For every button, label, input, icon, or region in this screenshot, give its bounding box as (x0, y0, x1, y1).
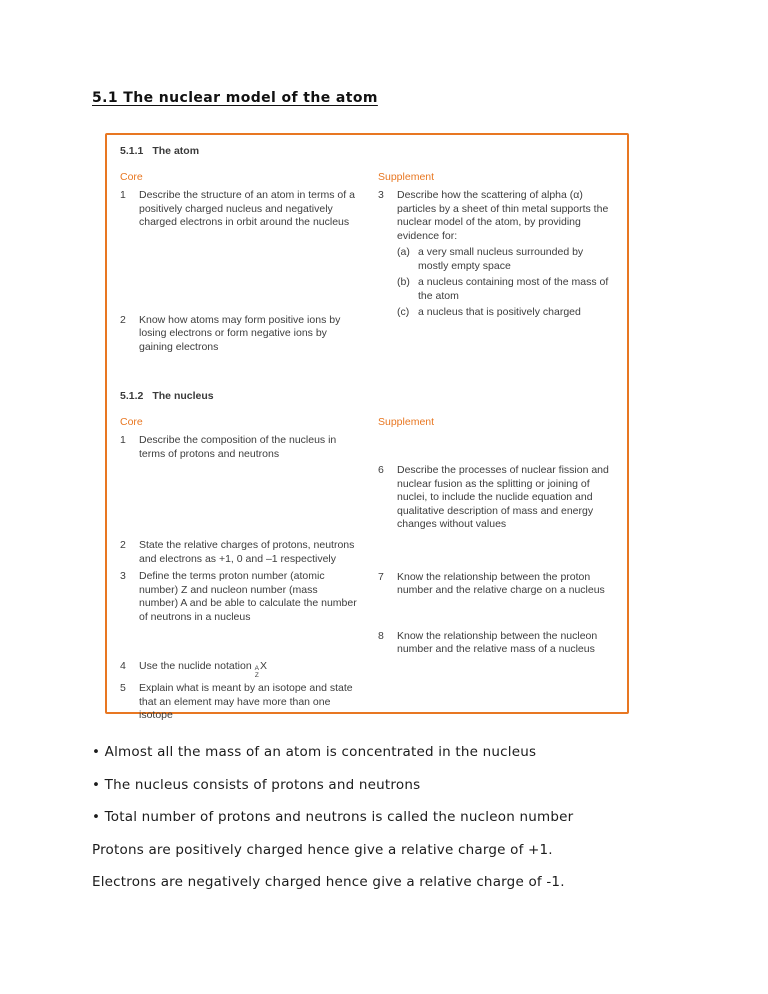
section-heading (120, 390, 616, 404)
item-text: Know the relationship between the nucleon number and the relative mass of a nucleus (397, 629, 598, 655)
item-number: 8 (378, 629, 384, 642)
list-item (118, 570, 358, 624)
core-label: Core (120, 415, 143, 428)
section-the-nucleus (118, 390, 616, 723)
handwritten-notes (92, 744, 573, 907)
item-text-main: Describe how the scattering of alpha (α) particles by a sheet of thin metal supports the nuclear model of the atom, by providing evidence for: (397, 189, 609, 242)
list-item (118, 539, 358, 566)
item-text: Define the terms proton number (atomic number) Z and nucleon number (mass number) A and be able to calculate the number of neutrons in a nucleus (139, 570, 357, 623)
syllabus-box (105, 133, 629, 721)
sub-item-label: (a) (397, 246, 410, 258)
sub-item-text: a very small nucleus surrounded by mostly empty space (418, 246, 584, 272)
item-number: 5 (120, 682, 126, 694)
item-number: 3 (120, 570, 126, 582)
notes-line: Electrons are negatively charged hence give a relative charge of -1. (92, 874, 565, 890)
item-number: 7 (378, 570, 384, 583)
item-text: Describe the composition of the nucleus in terms of protons and neutrons (139, 434, 337, 460)
section-title: The atom (152, 145, 200, 157)
list-item (118, 189, 358, 230)
core-column (118, 416, 358, 723)
item-number: 3 (378, 189, 384, 201)
notes-line: Protons are positively charged hence give a relative charge of +1. (92, 841, 553, 858)
item-text: Describe the structure of an atom in terms of a positively charged nucleus and negatively charged electrons in orbit around the nucleus (139, 189, 355, 228)
item-number: 1 (120, 434, 126, 446)
sub-item (397, 276, 616, 303)
item-number: 6 (378, 464, 384, 476)
item-text: Know how atoms may form positive ions by losing electrons or form negative ions by gaining electrons (139, 313, 341, 353)
nuclide-superscript-subscript (255, 666, 259, 679)
section-the-atom (118, 145, 616, 354)
item-text: State the relative charges of protons, neutrons and electrons as +1, 0 and –1 respectively (139, 539, 355, 565)
nuclide-notation (252, 660, 268, 679)
supplement-column (376, 171, 616, 355)
sub-item-text: a nucleus containing most of the mass of the atom (418, 276, 609, 302)
item-text (139, 660, 358, 679)
nuclide-mass-number: A (254, 665, 260, 672)
item-number: 2 (120, 313, 126, 326)
item-text-main: Use the nuclide notation (139, 660, 252, 672)
item-text: Explain what is meant by an isotope and state that an element may have more than one isotope (139, 682, 353, 721)
list-item (118, 314, 358, 355)
section-columns (118, 171, 616, 355)
core-label: Core (120, 170, 143, 183)
nuclide-proton-number: Z (254, 671, 259, 679)
supplement-column (376, 416, 616, 723)
item-number: 4 (120, 660, 126, 672)
nuclide-symbol: X (260, 660, 268, 672)
sub-item-text: a nucleus that is positively charged (418, 306, 581, 318)
item-text (397, 189, 616, 320)
section-number: 5.1.1 (120, 145, 144, 157)
notes-line: • Total number of protons and neutrons is called the nucleon number (92, 809, 574, 825)
supplement-label: Supplement (378, 170, 435, 183)
sub-item (397, 246, 616, 273)
page-title: 5.1 The nuclear model of the atom (92, 90, 378, 106)
item-text: Describe the processes of nuclear fission and nuclear fusion as the splitting or joining of nuclei, to include the nuclide equation and qualitative description of mass and energy changes without values (397, 464, 609, 530)
notes-line: • The nucleus consists of protons and neutrons (92, 776, 421, 793)
sub-item-label: (c) (397, 306, 410, 318)
supplement-label: Supplement (378, 415, 435, 428)
section-number: 5.1.2 (120, 390, 144, 402)
item-number: 1 (120, 189, 126, 201)
list-item (118, 434, 358, 461)
sub-item (397, 306, 616, 320)
list-item (376, 189, 616, 320)
list-item (376, 571, 616, 598)
item-text: Know the relationship between the proton number and the relative charge on a nucleus (397, 570, 605, 596)
list-item (376, 630, 616, 657)
sub-item-label: (b) (397, 276, 410, 288)
list-item (118, 682, 358, 723)
section-columns (118, 416, 616, 723)
list-item (376, 464, 616, 532)
section-heading (120, 145, 616, 159)
notes-line: • Almost all the mass of an atom is concentrated in the nucleus (92, 744, 537, 760)
section-title: The nucleus (152, 390, 214, 402)
core-column (118, 171, 358, 355)
list-item (118, 660, 358, 679)
item-number: 2 (120, 539, 126, 551)
